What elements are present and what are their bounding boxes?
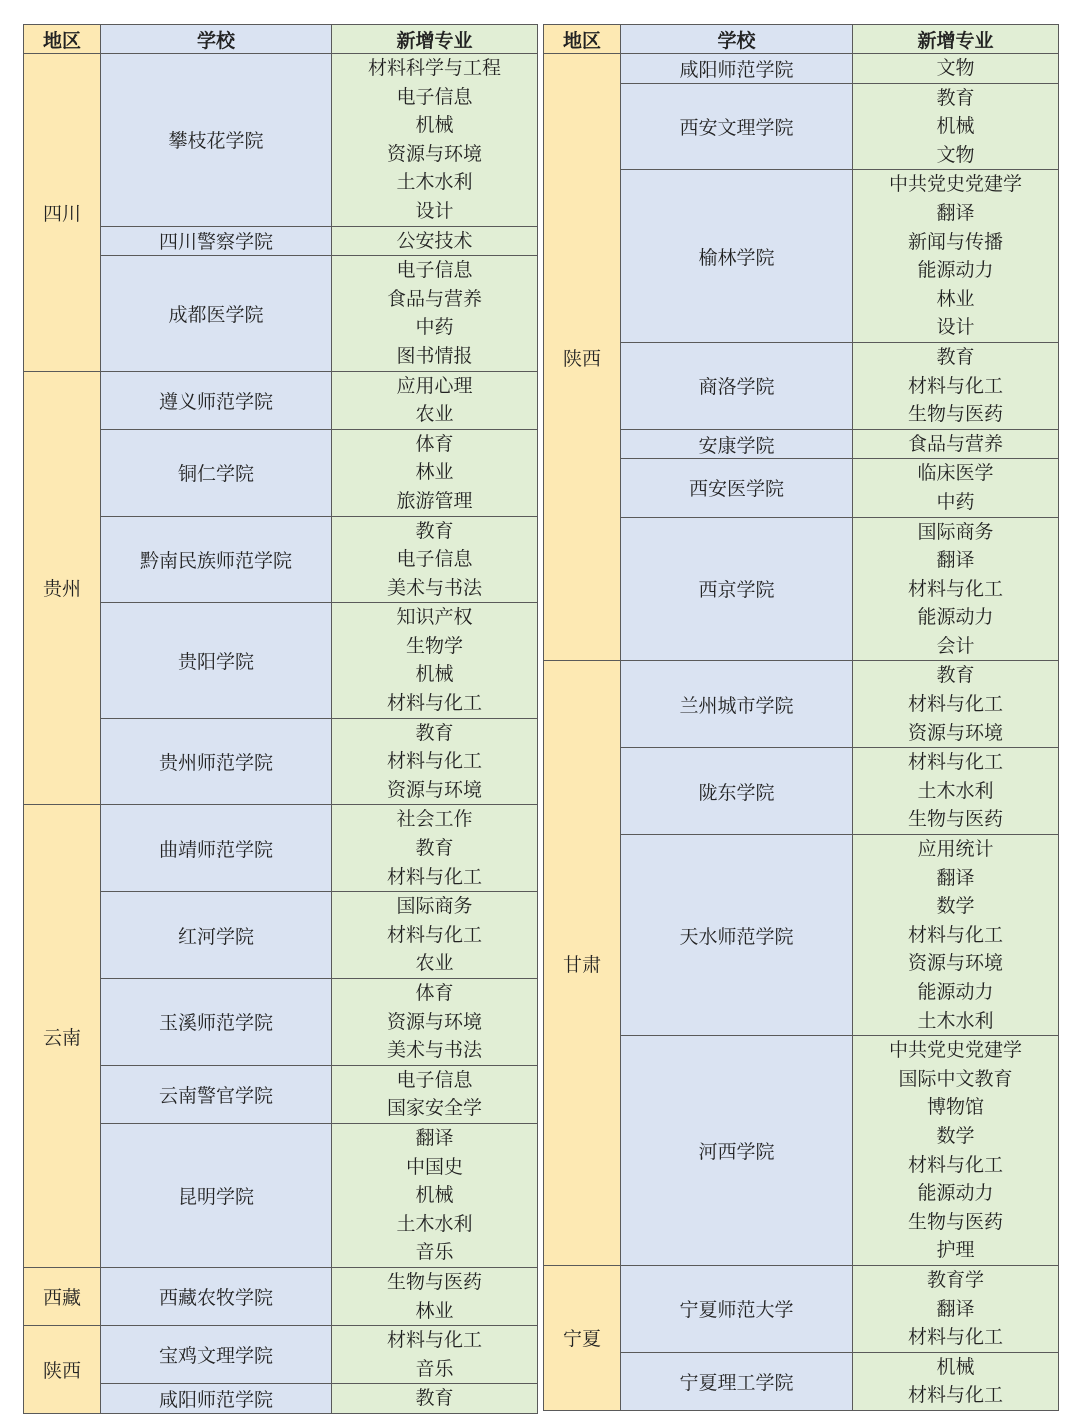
majors-cell bbox=[853, 1265, 1059, 1352]
major-item: 土木水利 bbox=[396, 1212, 473, 1235]
major-item: 中共党史党建学 bbox=[888, 173, 1022, 196]
majors-cell bbox=[332, 256, 538, 371]
major-item: 翻译 bbox=[936, 549, 975, 572]
major-item: 材料与化工 bbox=[386, 750, 482, 773]
major-item: 机械 bbox=[936, 115, 975, 138]
majors-cell bbox=[332, 429, 538, 516]
region-cell: 陕西 bbox=[544, 54, 621, 661]
left-table-body bbox=[24, 54, 538, 1414]
school-row bbox=[544, 342, 1059, 429]
majors-cell bbox=[853, 459, 1059, 517]
school-name-cell: 红河学院 bbox=[101, 892, 332, 979]
major-item: 体育 bbox=[415, 432, 454, 455]
major-item: 临床医学 bbox=[917, 462, 994, 485]
right-table bbox=[543, 24, 1059, 1411]
major-item: 林业 bbox=[936, 287, 975, 310]
region-header: 地区 bbox=[24, 25, 101, 54]
major-item: 中国史 bbox=[405, 1155, 463, 1178]
major-item: 土木水利 bbox=[917, 779, 994, 802]
school-name-cell: 咸阳师范学院 bbox=[621, 54, 853, 84]
majors-cell bbox=[332, 1384, 538, 1414]
majors-cell bbox=[332, 805, 538, 892]
major-item: 材料科学与工程 bbox=[367, 57, 501, 79]
school-name-cell: 榆林学院 bbox=[621, 170, 853, 343]
majors-header: 新增专业 bbox=[853, 25, 1059, 54]
school-row bbox=[24, 979, 538, 1066]
major-item: 电子信息 bbox=[396, 259, 473, 282]
school-name-cell: 西京学院 bbox=[621, 517, 853, 661]
major-item: 教育 bbox=[415, 519, 454, 542]
majors-cell bbox=[332, 54, 538, 227]
major-item: 护理 bbox=[936, 1239, 975, 1262]
school-row bbox=[24, 805, 538, 892]
major-item: 林业 bbox=[415, 461, 454, 484]
school-row bbox=[544, 1265, 1059, 1352]
school-row bbox=[544, 517, 1059, 661]
major-item: 翻译 bbox=[936, 1297, 975, 1320]
major-item: 美术与书法 bbox=[386, 1039, 482, 1062]
school-name-cell: 攀枝花学院 bbox=[101, 54, 332, 227]
school-name-cell: 河西学院 bbox=[621, 1036, 853, 1266]
major-item: 材料与化工 bbox=[386, 923, 482, 946]
majors-cell bbox=[332, 1123, 538, 1267]
major-item: 材料与化工 bbox=[907, 1153, 1003, 1176]
major-item: 能源动力 bbox=[917, 981, 994, 1003]
major-item: 会计 bbox=[936, 634, 975, 657]
school-row bbox=[24, 371, 538, 429]
school-header: 学校 bbox=[101, 25, 332, 54]
header-row bbox=[24, 25, 538, 54]
region-cell: 西藏 bbox=[24, 1267, 101, 1325]
school-row bbox=[544, 54, 1059, 84]
school-row bbox=[24, 718, 538, 805]
region-cell: 贵州 bbox=[24, 371, 101, 805]
majors-cell bbox=[332, 979, 538, 1066]
major-item: 材料与化工 bbox=[907, 374, 1003, 397]
major-item: 翻译 bbox=[936, 201, 975, 224]
major-item: 土木水利 bbox=[396, 171, 473, 194]
majors-cell bbox=[853, 54, 1059, 84]
major-item: 机械 bbox=[415, 114, 454, 137]
school-row bbox=[24, 603, 538, 718]
school-name-cell: 黔南民族师范学院 bbox=[101, 516, 332, 603]
region-cell: 云南 bbox=[24, 805, 101, 1268]
major-item: 生物与医药 bbox=[907, 403, 1003, 426]
major-item: 能源动力 bbox=[917, 1182, 994, 1205]
school-row bbox=[544, 748, 1059, 835]
major-item: 知识产权 bbox=[396, 606, 473, 629]
majors-cell bbox=[853, 1036, 1059, 1266]
school-row bbox=[24, 226, 538, 256]
school-name-cell: 天水师范学院 bbox=[621, 835, 853, 1036]
school-name-cell: 昆明学院 bbox=[101, 1123, 332, 1267]
major-item: 文物 bbox=[936, 57, 975, 79]
major-item: 中药 bbox=[415, 316, 454, 339]
major-item: 材料与化工 bbox=[907, 751, 1003, 774]
major-item: 教育 bbox=[415, 837, 454, 860]
school-name-cell: 西安医学院 bbox=[621, 459, 853, 517]
major-item: 设计 bbox=[936, 316, 975, 339]
major-item: 资源与环境 bbox=[386, 1010, 482, 1033]
major-item: 美术与书法 bbox=[386, 576, 482, 599]
major-item: 体育 bbox=[415, 982, 454, 1004]
majors-cell bbox=[332, 1267, 538, 1325]
school-row bbox=[24, 1384, 538, 1414]
school-name-cell: 安康学院 bbox=[621, 429, 853, 459]
majors-cell bbox=[332, 892, 538, 979]
major-item: 能源动力 bbox=[917, 259, 994, 282]
major-item: 能源动力 bbox=[917, 606, 994, 629]
school-row bbox=[24, 54, 538, 227]
majors-cell bbox=[853, 170, 1059, 343]
majors-header: 新增专业 bbox=[332, 25, 538, 54]
major-item: 翻译 bbox=[415, 1126, 454, 1149]
school-name-cell: 宁夏理工学院 bbox=[621, 1352, 853, 1410]
major-item: 中共党史党建学 bbox=[888, 1039, 1022, 1062]
major-item: 资源与环境 bbox=[907, 721, 1003, 744]
majors-cell bbox=[853, 342, 1059, 429]
majors-cell bbox=[853, 83, 1059, 170]
major-item: 教育 bbox=[936, 345, 975, 368]
major-item: 教育学 bbox=[926, 1268, 984, 1291]
majors-cell bbox=[332, 226, 538, 256]
major-item: 生物与医药 bbox=[907, 808, 1003, 831]
major-item: 数学 bbox=[936, 1124, 975, 1147]
major-item: 教育 bbox=[936, 664, 975, 687]
school-name-cell: 成都医学院 bbox=[101, 256, 332, 371]
school-name-cell: 咸阳师范学院 bbox=[101, 1384, 332, 1414]
majors-cell bbox=[853, 429, 1059, 459]
major-item: 旅游管理 bbox=[396, 489, 473, 512]
major-item: 文物 bbox=[936, 143, 975, 166]
school-name-cell: 遵义师范学院 bbox=[101, 371, 332, 429]
major-item: 生物学 bbox=[405, 634, 463, 657]
school-row bbox=[544, 170, 1059, 343]
school-row bbox=[24, 516, 538, 603]
major-item: 林业 bbox=[415, 1299, 454, 1322]
major-item: 机械 bbox=[415, 1184, 454, 1207]
school-name-cell: 西安文理学院 bbox=[621, 83, 853, 170]
school-name-cell: 陇东学院 bbox=[621, 748, 853, 835]
region-header: 地区 bbox=[544, 25, 621, 54]
major-item: 数学 bbox=[936, 895, 975, 918]
region-cell: 甘肃 bbox=[544, 661, 621, 1265]
school-name-cell: 商洛学院 bbox=[621, 342, 853, 429]
major-item: 教育 bbox=[415, 1387, 454, 1410]
major-item: 材料与化工 bbox=[907, 923, 1003, 946]
major-item: 生物与医药 bbox=[907, 1210, 1003, 1233]
major-item: 材料与化工 bbox=[386, 865, 482, 888]
major-item: 机械 bbox=[936, 1355, 975, 1378]
school-row bbox=[544, 459, 1059, 517]
majors-cell bbox=[332, 603, 538, 718]
major-item: 教育 bbox=[936, 86, 975, 109]
school-name-cell: 铜仁学院 bbox=[101, 429, 332, 516]
left-table bbox=[23, 24, 538, 1414]
major-item: 食品与营养 bbox=[907, 432, 1003, 455]
major-item: 材料与化工 bbox=[907, 1384, 1003, 1407]
major-item: 图书情报 bbox=[396, 344, 473, 367]
right-table-body bbox=[544, 54, 1059, 1411]
school-row bbox=[544, 429, 1059, 459]
major-item: 音乐 bbox=[415, 1241, 454, 1264]
majors-cell bbox=[853, 1352, 1059, 1410]
school-header: 学校 bbox=[621, 25, 853, 54]
major-item: 电子信息 bbox=[396, 1068, 473, 1091]
major-item: 材料与化工 bbox=[907, 577, 1003, 600]
major-item: 中药 bbox=[936, 490, 975, 513]
school-row bbox=[544, 83, 1059, 170]
major-item: 新闻与传播 bbox=[907, 230, 1003, 253]
major-item: 翻译 bbox=[936, 866, 975, 889]
school-name-cell: 贵州师范学院 bbox=[101, 718, 332, 805]
major-item: 食品与营养 bbox=[386, 287, 482, 310]
major-item: 电子信息 bbox=[396, 548, 473, 571]
school-row bbox=[24, 892, 538, 979]
major-item: 国际中文教育 bbox=[898, 1067, 1013, 1090]
majors-cell bbox=[853, 748, 1059, 835]
majors-cell bbox=[332, 516, 538, 603]
school-name-cell: 四川警察学院 bbox=[101, 226, 332, 256]
school-row bbox=[24, 1267, 538, 1325]
major-item: 设计 bbox=[415, 199, 454, 222]
school-row bbox=[544, 661, 1059, 748]
major-item: 国家安全学 bbox=[386, 1097, 482, 1120]
major-item: 音乐 bbox=[415, 1357, 454, 1380]
school-name-cell: 云南警官学院 bbox=[101, 1065, 332, 1123]
school-name-cell: 玉溪师范学院 bbox=[101, 979, 332, 1066]
major-item: 资源与环境 bbox=[386, 778, 482, 801]
major-item: 电子信息 bbox=[396, 85, 473, 108]
majors-cell bbox=[853, 661, 1059, 748]
majors-cell bbox=[853, 517, 1059, 661]
school-name-cell: 宝鸡文理学院 bbox=[101, 1326, 332, 1384]
school-name-cell: 贵阳学院 bbox=[101, 603, 332, 718]
majors-cell bbox=[332, 718, 538, 805]
major-item: 材料与化工 bbox=[907, 693, 1003, 716]
school-row bbox=[24, 429, 538, 516]
major-item: 社会工作 bbox=[396, 808, 473, 831]
major-item: 应用统计 bbox=[917, 838, 994, 861]
school-name-cell: 宁夏师范大学 bbox=[621, 1265, 853, 1352]
majors-cell bbox=[853, 835, 1059, 1036]
header-row bbox=[544, 25, 1059, 54]
major-item: 机械 bbox=[415, 663, 454, 686]
major-item: 博物馆 bbox=[926, 1096, 984, 1119]
school-row bbox=[544, 1036, 1059, 1266]
major-item: 国际商务 bbox=[396, 895, 473, 918]
major-item: 公安技术 bbox=[396, 229, 473, 252]
school-row bbox=[544, 1352, 1059, 1410]
major-item: 材料与化工 bbox=[907, 1326, 1003, 1349]
school-name-cell: 西藏农牧学院 bbox=[101, 1267, 332, 1325]
region-cell: 四川 bbox=[24, 54, 101, 372]
major-item: 材料与化工 bbox=[386, 1329, 482, 1352]
school-row bbox=[24, 1123, 538, 1267]
major-item: 教育 bbox=[415, 721, 454, 744]
school-row bbox=[24, 1065, 538, 1123]
region-cell: 陕西 bbox=[24, 1326, 101, 1414]
school-name-cell: 兰州城市学院 bbox=[621, 661, 853, 748]
majors-cell bbox=[332, 1326, 538, 1384]
major-item: 资源与环境 bbox=[386, 142, 482, 165]
major-item: 农业 bbox=[415, 403, 454, 426]
school-row bbox=[24, 1326, 538, 1384]
school-name-cell: 曲靖师范学院 bbox=[101, 805, 332, 892]
school-row bbox=[24, 256, 538, 371]
major-item: 国际商务 bbox=[917, 520, 994, 543]
major-item: 生物与医药 bbox=[386, 1270, 482, 1293]
major-item: 应用心理 bbox=[396, 374, 473, 397]
major-item: 农业 bbox=[415, 952, 454, 975]
region-cell: 宁夏 bbox=[544, 1265, 621, 1410]
school-row bbox=[544, 835, 1059, 1036]
majors-cell bbox=[332, 371, 538, 429]
major-item: 资源与环境 bbox=[907, 952, 1003, 975]
majors-cell bbox=[332, 1065, 538, 1123]
major-item: 土木水利 bbox=[917, 1009, 994, 1032]
major-item: 材料与化工 bbox=[386, 692, 482, 715]
